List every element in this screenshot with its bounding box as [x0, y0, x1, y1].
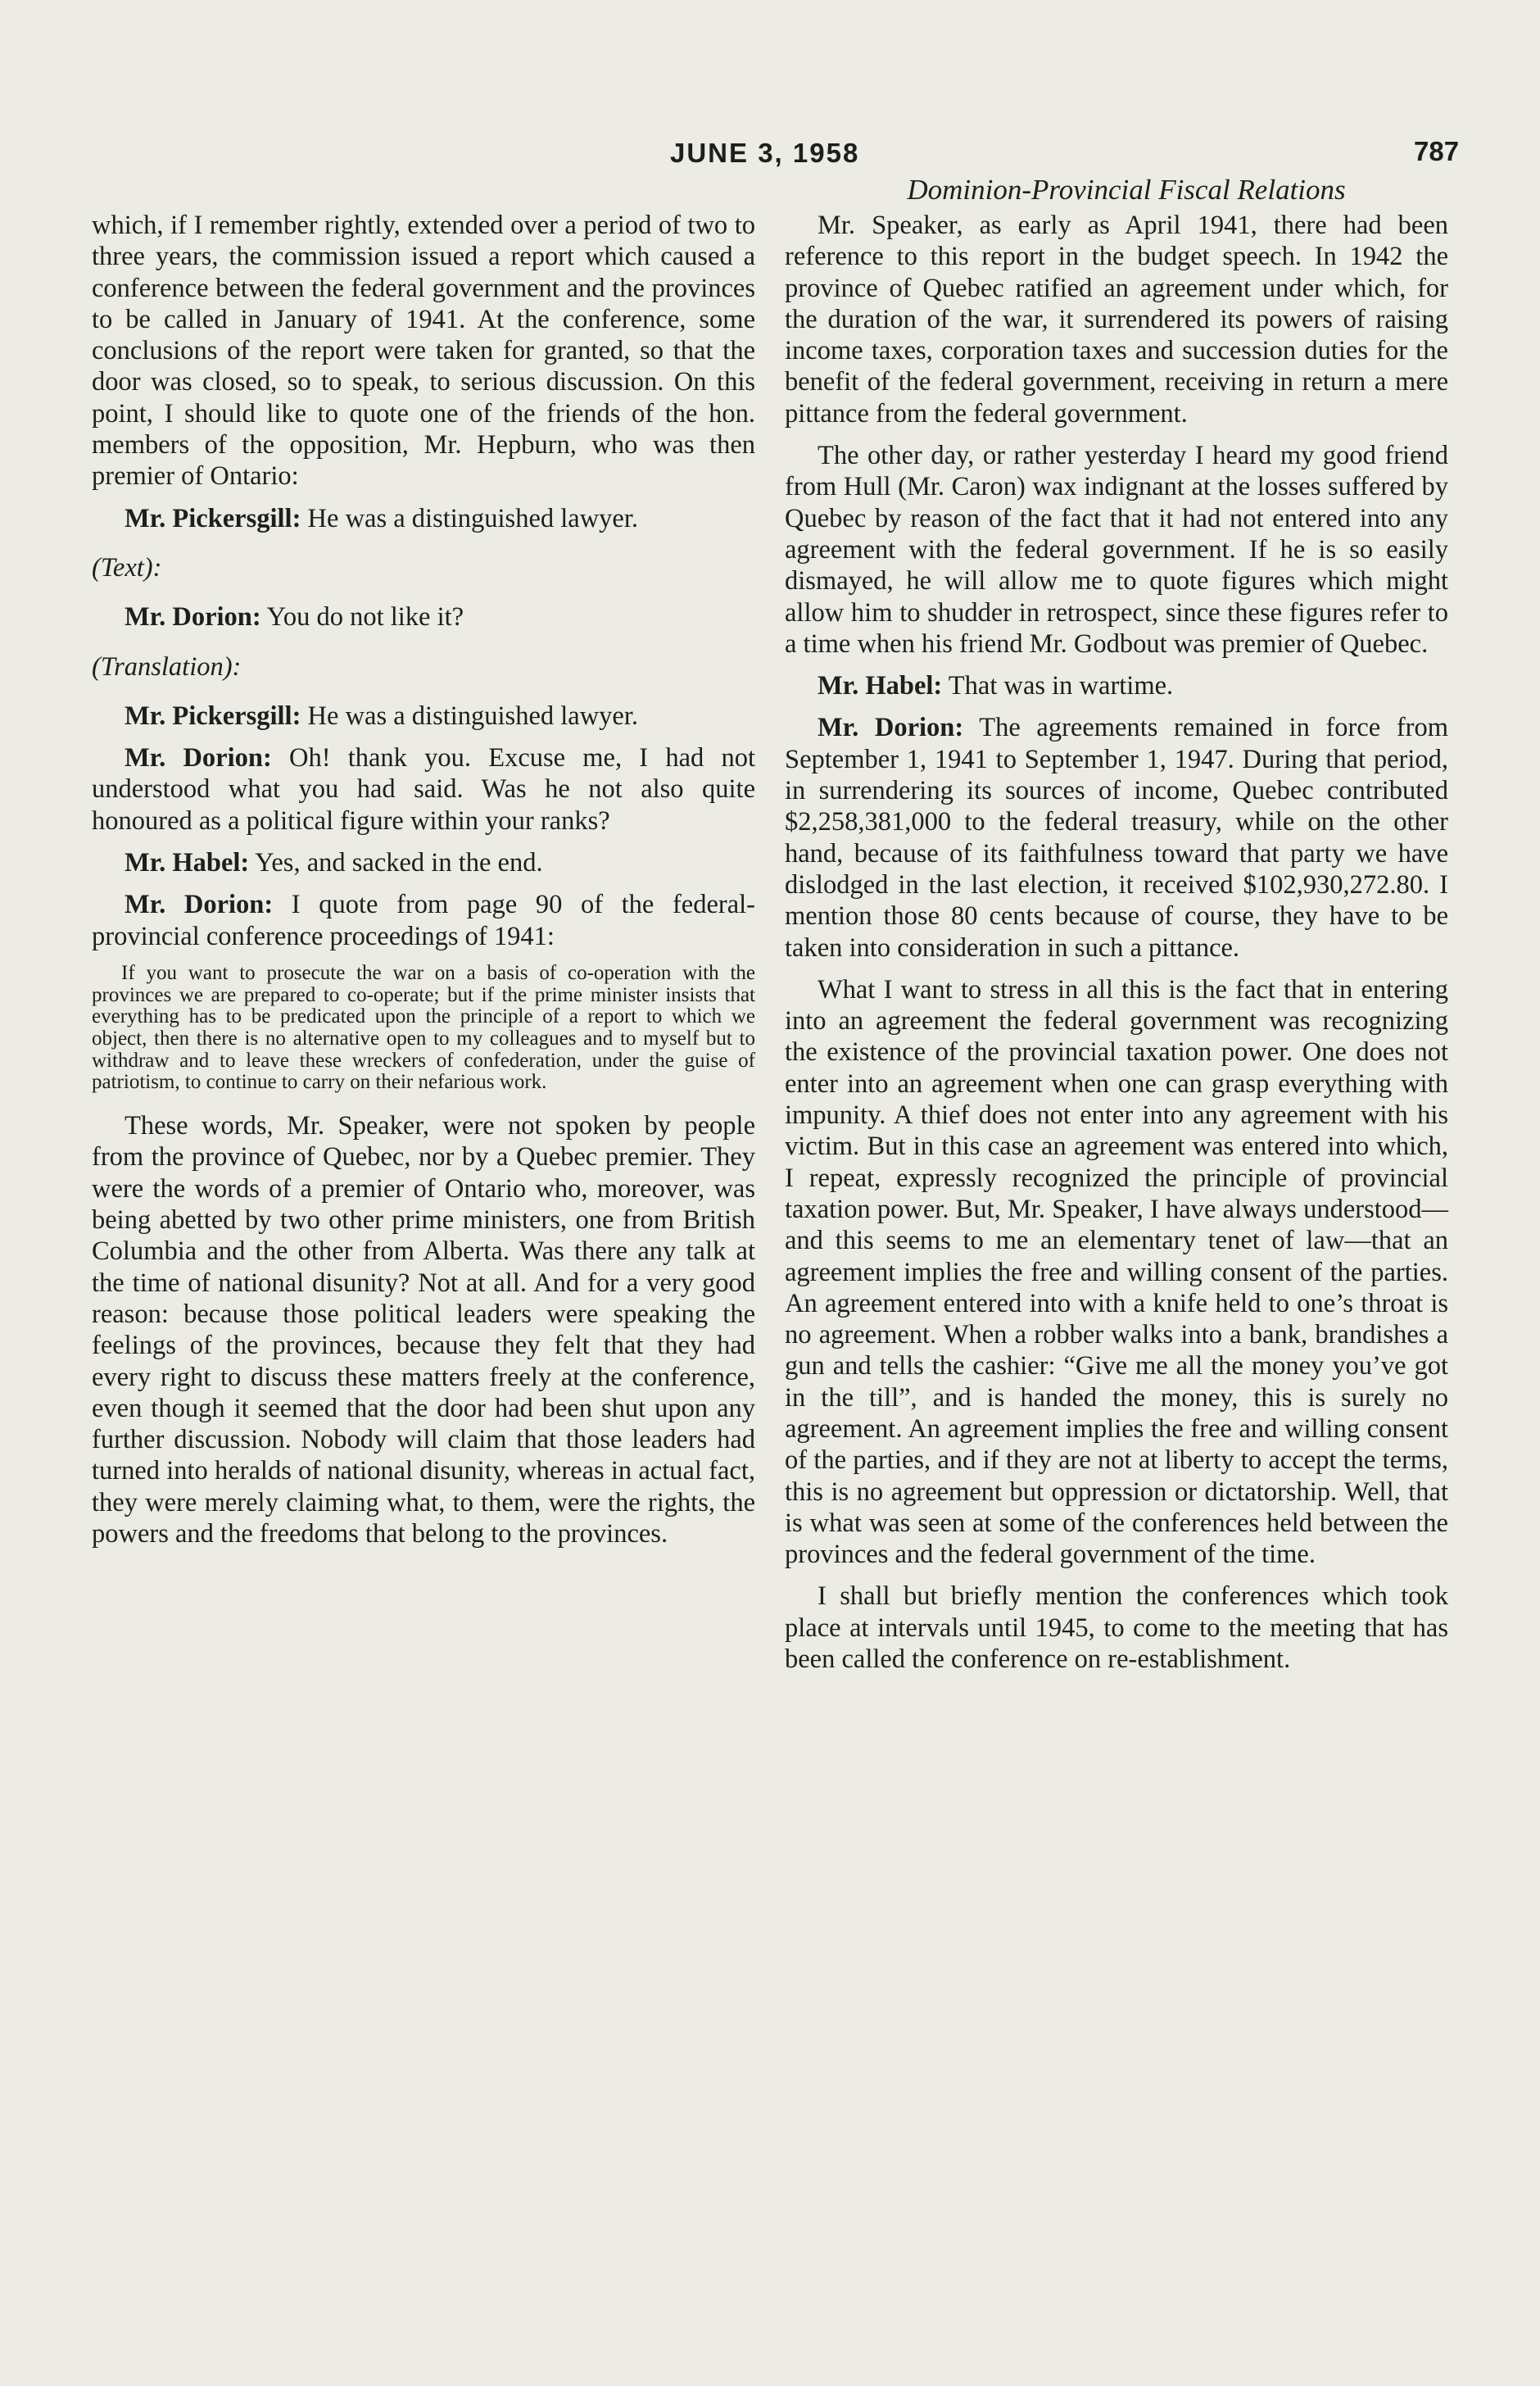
interjection	[92, 601, 755, 633]
speech-text: The agreements remained in force from September 1, 1941 to September 1, 1947. During that period, in surrendering its sources of income, Quebec contributed $2,258,381,000 to the federal treasury, while on the other hand, because of its faithfulness toward that party we have dislodged in the last election, it received $102,930,272.80. I mention those 80 cents because of course, they have to be taken into consideration in such a pittance.	[785, 713, 1448, 963]
speech-text: You do not like it?	[260, 602, 464, 633]
right-column	[785, 210, 1448, 1685]
block-quote: If you want to prosecute the war on a basis of co-operation with the provinces we are prepared to co-operate; but if the prime minister insists that everything has to be predicated upon the principle of a report to which we object, then there is no alternative open to my colleagues and to myself but to withdraw and to leave these wreckers of confederation, under the guise of patriotism, to continue to carry on their nefarious work.	[92, 961, 755, 1094]
speaker-name: Mr. Dorion:	[125, 890, 274, 920]
speech-text: He was a distinguished lawyer.	[301, 503, 639, 533]
speaker-name: Mr. Dorion:	[125, 743, 272, 773]
section-title: Dominion-Provincial Fiscal Relations	[907, 174, 1346, 206]
interjection	[785, 712, 1448, 963]
interjection	[92, 889, 755, 952]
interjection	[785, 670, 1448, 701]
header-date: JUNE 3, 1958	[670, 138, 860, 168]
paragraph: The other day, or rather yesterday I heard my good friend from Hull (Mr. Caron) wax indignant at the losses suffered by Quebec by reason of the fact that it had not entered into any agreement with the federal government. If he is so easily dismayed, he will allow me to quote figures which might allow him to shudder in retrospect, since these figures refer to a time when his friend Mr. Godbout was premier of Quebec.	[785, 441, 1448, 659]
interjection	[92, 742, 755, 837]
paragraph: These words, Mr. Speaker, were not spoken by people from the province of Quebec, nor by a Quebec premier. They were the words of a premier of Ontario who, moreover, was being abetted by two other prime ministers, one from British Columbia and the other from Alberta. Was there any talk at the time of national disunity? Not at all. And for a very good reason: because those political leaders were speaking the feelings of the provinces, because they felt that they had every right to discuss these matters freely at the conference, even though it seemed that the door had been shut upon any further discussion. Nobody will claim that those leaders had turned into heralds of national disunity, whereas in actual fact, they were merely claiming what, to them, were the rights, the powers and the freedoms that belong to the provinces.	[92, 1111, 755, 1549]
section-label-text: (Text):	[92, 552, 162, 583]
speaker-name: Mr. Habel:	[125, 848, 250, 878]
interjection	[92, 503, 755, 534]
paragraph: which, if I remember rightly, extended over a period of two to three years, the commission issued a report which caused a conference between the federal government and the provinces to be called in January of 1941. At the conference, some conclusions of the report were taken for granted, so that the door was closed, so to speak, to serious discussion. On this point, I should like to quote one of the friends of the hon. members of the opposition, Mr. Hepburn, who was then premier of Ontario:	[92, 211, 755, 492]
paragraph: What I want to stress in all this is the fact that in entering into an agreement the federal government was recognizing the existence of the provincial taxation power. One does not enter into an agreement when one can grasp everything with impunity. A thief does not enter into any agreement with his victim. But in this case an agreement was entered into which, I repeat, expressly recognized the principle of provincial taxation power. But, Mr. Speaker, I have always understood—and this seems to me an elementary tenet of law—that an agreement implies the free and willing consent of the parties. An agreement entered into with a knife held to one’s throat is no agreement. When a robber walks into a bank, brandishes a gun and tells the cashier: “Give me all the money you’ve got in the till”, and is handed the money, this is surely no agreement. An agreement implies the free and willing consent of the parties, and if they are not at liberty to accept the terms, this is no agreement but oppression or dictatorship. Well, that is what was seen at some of the conferences held between the provinces and the federal government of the time.	[785, 974, 1448, 1570]
speaker-name: Mr. Dorion:	[125, 602, 261, 633]
paragraph: I shall but briefly mention the conferences which took place at intervals until 1945, to come to the meeting that has been called the conference on re-establishment.	[785, 1581, 1448, 1675]
left-column	[92, 210, 755, 1560]
speaker-name: Mr. Habel:	[818, 671, 943, 701]
section-label-translation: (Translation):	[92, 651, 242, 682]
interjection	[92, 847, 755, 878]
interjection	[92, 701, 755, 732]
speech-text: Yes, and sacked in the end.	[249, 848, 543, 878]
speech-text: Oh! thank you. Excuse me, I had not understood what you had said. Was he not also quite honoured as a political figure within your ranks?	[92, 743, 755, 836]
speaker-name: Mr. Pickersgill:	[125, 503, 301, 533]
speaker-name: Mr. Dorion:	[818, 713, 964, 743]
paragraph: Mr. Speaker, as early as April 1941, there had been reference to this report in the budget speech. In 1942 the province of Quebec ratified an agreement under which, for the duration of the war, it surrendered its powers of raising income taxes, corporation taxes and succession duties for the benefit of the federal government, receiving in return a mere pittance from the federal government.	[785, 211, 1448, 429]
speech-text: That was in wartime.	[942, 671, 1174, 701]
page-number: 787	[1414, 136, 1460, 166]
speech-text: He was a distinguished lawyer.	[301, 701, 639, 731]
speaker-name: Mr. Pickersgill:	[125, 701, 301, 731]
speech-text: I quote from page 90 of the federal-provincial conference proceedings of 1941:	[92, 890, 755, 951]
